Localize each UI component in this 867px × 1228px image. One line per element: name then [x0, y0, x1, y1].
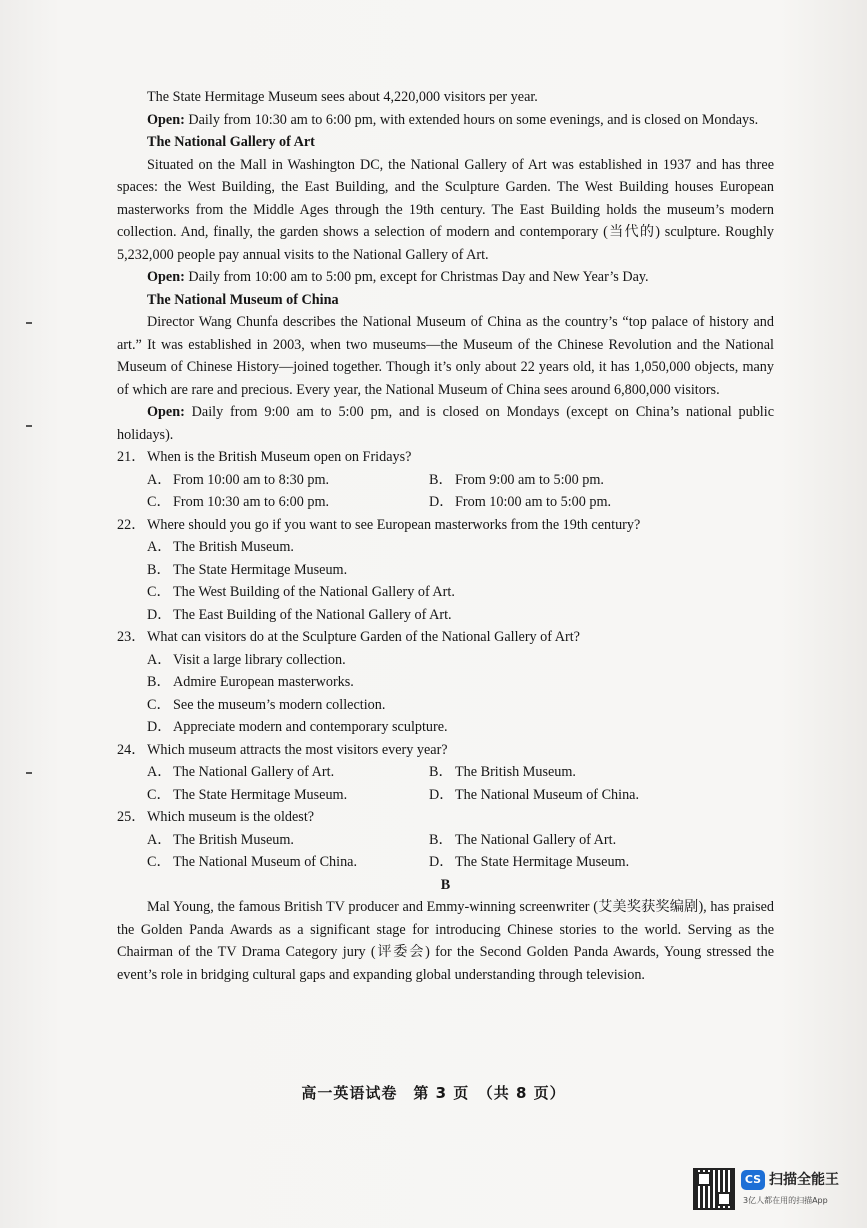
options	[147, 649, 774, 739]
scanner-watermark	[693, 1168, 853, 1214]
question-text: Which museum is the oldest?	[147, 809, 315, 825]
margin-mark	[26, 425, 32, 427]
option-letter: D．	[429, 494, 454, 510]
nmc-paragraph: Director Wang Chunfa describes the National Museum of China as the country’s “top palace of history and art.” It was established in 2003, when two museums—the Museum of the Chinese Revolution and the National Museum of Chinese History—joined together. Though it’s only about 22 years old, it has 1,050,000 objects, many of which are rare and precious. Every year, the National Museum of China sees around 6,800,000 visitors.	[117, 314, 774, 398]
nmc-heading: The National Museum of China	[147, 291, 339, 308]
question-24	[117, 739, 774, 807]
question-text: Where should you go if you want to see European masterworks from the 19th century?	[147, 516, 641, 533]
option-letter: C．	[147, 584, 171, 600]
option-letter: D．	[147, 606, 172, 623]
question-stem	[117, 514, 774, 537]
option-letter: D．	[429, 854, 454, 870]
option-text: The National Museum of China.	[173, 854, 358, 870]
option-b	[147, 671, 774, 694]
options	[147, 761, 774, 806]
option-d	[147, 716, 774, 739]
question-stem	[117, 739, 774, 762]
option-text: The West Building of the National Gallery of Art.	[173, 584, 455, 600]
option-letter: C．	[147, 696, 171, 713]
option-letter: D．	[429, 786, 454, 803]
option-text: See the museum’s modern collection.	[173, 696, 386, 713]
option-letter: A．	[147, 539, 172, 555]
nga-open-hours	[117, 266, 774, 289]
nga-heading: The National Gallery of Art	[147, 134, 315, 150]
question-number: 25．	[117, 809, 146, 825]
option-letter: B．	[147, 561, 171, 578]
question-text: When is the British Museum open on Fridays?	[147, 449, 412, 465]
option-letter: C．	[147, 494, 171, 510]
option-d	[147, 604, 774, 627]
option-letter: C．	[147, 854, 171, 870]
qr-code-icon	[693, 1168, 735, 1210]
scanner-brand: 扫描全能王	[769, 1172, 839, 1188]
question-stem	[117, 806, 774, 829]
option-b	[429, 829, 729, 852]
option-text: The State Hermitage Museum.	[455, 854, 630, 870]
question-text: Which museum attracts the most visitors every year?	[147, 741, 448, 758]
exam-content	[117, 86, 774, 986]
options	[147, 469, 774, 514]
option-letter: B．	[429, 471, 453, 488]
question-stem	[117, 626, 774, 649]
open-text: Daily from 9:00 am to 5:00 pm, and is closed on Mondays (except on China’s national public holidays).	[117, 404, 774, 443]
passage-b-paragraph: Mal Young, the famous British TV producer and Emmy-winning screenwriter (艾美奖获奖编剧), has praised the Golden Panda Awards as a significant stage for introducing Chinese stories to the world. Serving as the Chairman of the TV Drama Category jury (评委会) for the Second Golden Panda Awards, Young stressed the event’s role in bridging cultural gaps and expanding global understanding through television.	[117, 899, 774, 983]
option-c	[147, 784, 429, 807]
nga-paragraph: Situated on the Mall in Washington DC, the National Gallery of Art was established in 1937 and has three spaces: the West Building, the East Building, and the Sculpture Garden. The West Building houses European masterworks from the Middle Ages through the 19th century. The East Building holds the museum’s modern collection. And, finally, the garden shows a selection of modern and contemporary (当代的) sculpture. Roughly 5,232,000 people pay annual visits to the National Gallery of Art.	[117, 156, 774, 263]
option-d	[429, 851, 729, 874]
scanner-tagline: 3亿人都在用的扫描App	[743, 1196, 828, 1205]
option-d	[429, 784, 729, 807]
option-text: Visit a large library collection.	[173, 651, 346, 668]
option-a	[147, 469, 429, 492]
option-text: Admire European masterworks.	[173, 674, 354, 690]
option-a	[147, 536, 774, 559]
option-text: The State Hermitage Museum.	[173, 786, 348, 803]
question-25	[117, 806, 774, 874]
option-text: From 10:00 am to 8:30 pm.	[173, 471, 330, 488]
option-d	[429, 491, 729, 514]
option-a	[147, 829, 429, 852]
option-text: The State Hermitage Museum.	[173, 561, 348, 578]
page-footer: 高一英语试卷 第 3 页 （共 8 页）	[301, 1084, 566, 1102]
options	[147, 536, 774, 626]
question-21	[117, 446, 774, 514]
question-22	[117, 514, 774, 627]
question-number: 22．	[117, 516, 146, 533]
option-letter: B．	[429, 831, 453, 848]
camscanner-logo: CS	[741, 1170, 765, 1190]
option-text: The National Gallery of Art.	[455, 831, 617, 848]
hermitage-visitors: The State Hermitage Museum sees about 4,220,000 visitors per year.	[147, 89, 538, 105]
option-text: The British Museum.	[173, 539, 294, 555]
question-number: 24．	[117, 741, 146, 758]
option-text: From 9:00 am to 5:00 pm.	[455, 471, 604, 488]
question-number: 23．	[117, 629, 146, 645]
option-c	[147, 581, 774, 604]
option-letter: A．	[147, 764, 172, 780]
option-b	[147, 559, 774, 582]
open-label: Open:	[147, 111, 185, 128]
option-letter: A．	[147, 471, 172, 488]
option-letter: D．	[147, 719, 172, 735]
option-text: The British Museum.	[455, 764, 576, 780]
option-text: The British Museum.	[173, 831, 294, 848]
option-letter: B．	[429, 764, 453, 780]
option-letter: A．	[147, 831, 172, 848]
margin-mark	[26, 772, 32, 774]
option-text: From 10:30 am to 6:00 pm.	[173, 494, 330, 510]
question-stem	[117, 446, 774, 469]
option-text: The National Gallery of Art.	[173, 764, 335, 780]
nmc-open-hours	[117, 401, 774, 446]
option-text: The National Museum of China.	[455, 786, 640, 803]
open-label: Open:	[147, 269, 185, 285]
question-23	[117, 626, 774, 739]
margin-mark	[26, 322, 32, 324]
option-b	[429, 469, 729, 492]
options	[147, 829, 774, 874]
option-letter: C．	[147, 786, 171, 803]
option-a	[147, 649, 774, 672]
question-text: What can visitors do at the Sculpture Garden of the National Gallery of Art?	[147, 629, 580, 645]
option-c	[147, 851, 429, 874]
option-a	[147, 761, 429, 784]
option-text: From 10:00 am to 5:00 pm.	[455, 494, 612, 510]
option-c	[147, 694, 774, 717]
option-c	[147, 491, 429, 514]
option-text: The East Building of the National Gallery of Art.	[173, 606, 452, 623]
section-b-heading: B	[440, 876, 451, 893]
option-b	[429, 761, 729, 784]
option-letter: B．	[147, 674, 171, 690]
option-text: Appreciate modern and contemporary sculpture.	[173, 719, 448, 735]
open-label: Open:	[147, 404, 185, 420]
option-letter: A．	[147, 651, 172, 668]
open-text: Daily from 10:00 am to 5:00 pm, except for Christmas Day and New Year’s Day.	[184, 269, 649, 285]
open-text: Daily from 10:30 am to 6:00 pm, with extended hours on some evenings, and is closed on Mondays.	[184, 111, 759, 128]
question-number: 21．	[117, 449, 146, 465]
hermitage-open-hours	[117, 109, 774, 132]
